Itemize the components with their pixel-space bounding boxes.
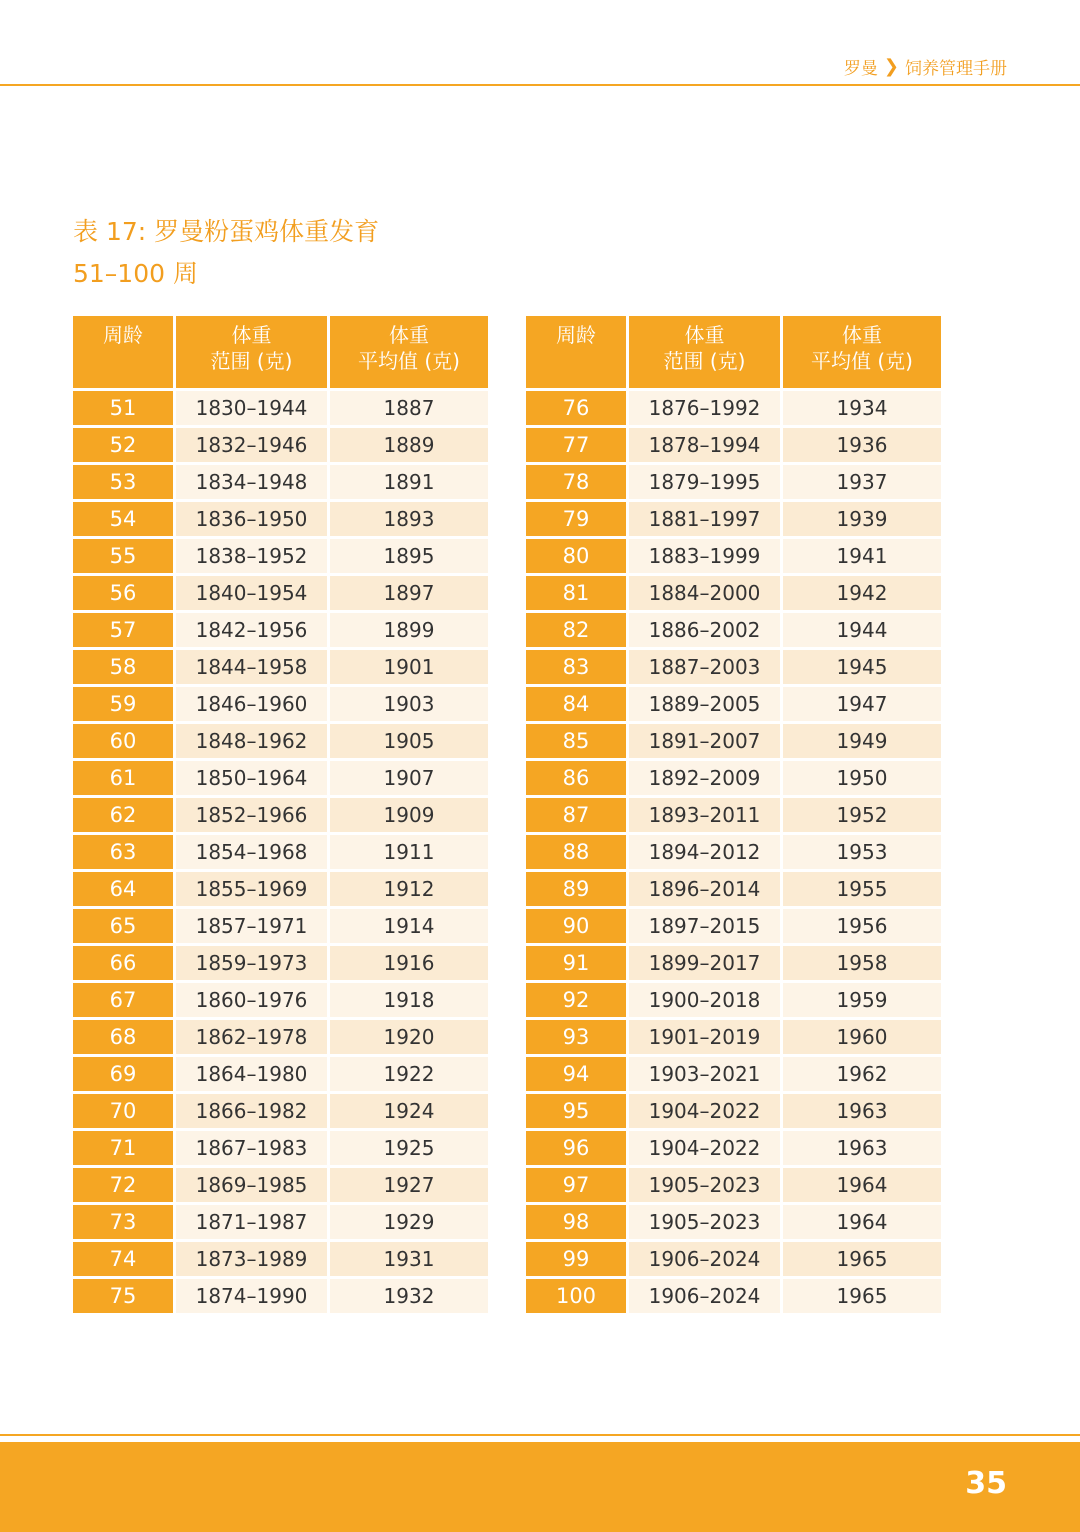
table-row <box>526 1279 941 1313</box>
table-row <box>73 391 488 425</box>
table-row <box>526 724 941 758</box>
average-cell: 1939 <box>783 502 941 536</box>
table-row <box>526 1168 941 1202</box>
table-row <box>526 1205 941 1239</box>
header-average: 体重 平均值 (克) <box>330 316 488 388</box>
table-row <box>526 909 941 943</box>
week-cell: 95 <box>526 1094 626 1128</box>
week-cell: 71 <box>73 1131 173 1165</box>
table-row <box>73 946 488 980</box>
range-cell: 1903–2021 <box>629 1057 780 1091</box>
average-cell: 1929 <box>330 1205 488 1239</box>
table-row <box>73 539 488 573</box>
breadcrumb-brand: 罗曼 <box>843 59 878 79</box>
range-cell: 1859–1973 <box>176 946 327 980</box>
average-cell: 1887 <box>330 391 488 425</box>
week-cell: 93 <box>526 1020 626 1054</box>
average-cell: 1955 <box>783 872 941 906</box>
table-row <box>526 1094 941 1128</box>
week-cell: 73 <box>73 1205 173 1239</box>
table-row <box>526 983 941 1017</box>
range-cell: 1836–1950 <box>176 502 327 536</box>
week-cell: 66 <box>73 946 173 980</box>
range-cell: 1904–2022 <box>629 1094 780 1128</box>
range-cell: 1887–2003 <box>629 650 780 684</box>
table-row <box>526 539 941 573</box>
range-cell: 1830–1944 <box>176 391 327 425</box>
table-row <box>73 761 488 795</box>
range-cell: 1869–1985 <box>176 1168 327 1202</box>
range-cell: 1906–2024 <box>629 1279 780 1313</box>
week-cell: 60 <box>73 724 173 758</box>
header-average: 体重 平均值 (克) <box>783 316 941 388</box>
week-cell: 97 <box>526 1168 626 1202</box>
week-cell: 90 <box>526 909 626 943</box>
range-cell: 1855–1969 <box>176 872 327 906</box>
average-cell: 1953 <box>783 835 941 869</box>
average-cell: 1965 <box>783 1279 941 1313</box>
table-row <box>526 465 941 499</box>
range-cell: 1897–2015 <box>629 909 780 943</box>
table-row <box>73 465 488 499</box>
week-cell: 91 <box>526 946 626 980</box>
table-row <box>73 798 488 832</box>
table-row <box>526 835 941 869</box>
table-row <box>526 650 941 684</box>
week-cell: 65 <box>73 909 173 943</box>
average-cell: 1916 <box>330 946 488 980</box>
table-row <box>526 613 941 647</box>
table-row <box>526 1057 941 1091</box>
table-row <box>526 1242 941 1276</box>
range-cell: 1867–1983 <box>176 1131 327 1165</box>
table-title: 表 17: 罗曼粉蛋鸡体重发育 <box>73 217 380 246</box>
table-row <box>526 872 941 906</box>
range-cell: 1892–2009 <box>629 761 780 795</box>
average-cell: 1950 <box>783 761 941 795</box>
range-cell: 1846–1960 <box>176 687 327 721</box>
average-cell: 1945 <box>783 650 941 684</box>
week-cell: 68 <box>73 1020 173 1054</box>
range-cell: 1889–2005 <box>629 687 780 721</box>
average-cell: 1909 <box>330 798 488 832</box>
range-cell: 1879–1995 <box>629 465 780 499</box>
range-cell: 1838–1952 <box>176 539 327 573</box>
range-cell: 1905–2023 <box>629 1205 780 1239</box>
week-cell: 67 <box>73 983 173 1017</box>
chevron-right-icon: ❯ <box>883 56 899 77</box>
table-row <box>526 798 941 832</box>
average-cell: 1922 <box>330 1057 488 1091</box>
header-range: 体重 范围 (克) <box>176 316 327 388</box>
average-cell: 1947 <box>783 687 941 721</box>
header-range: 体重 范围 (克) <box>629 316 780 388</box>
footer-bar <box>0 1442 1080 1532</box>
average-cell: 1925 <box>330 1131 488 1165</box>
range-cell: 1894–2012 <box>629 835 780 869</box>
average-cell: 1965 <box>783 1242 941 1276</box>
range-cell: 1871–1987 <box>176 1205 327 1239</box>
table-row <box>73 1020 488 1054</box>
week-cell: 85 <box>526 724 626 758</box>
table-row <box>73 724 488 758</box>
week-cell: 92 <box>526 983 626 1017</box>
table-row <box>73 1094 488 1128</box>
range-cell: 1881–1997 <box>629 502 780 536</box>
average-cell: 1941 <box>783 539 941 573</box>
table-row <box>526 391 941 425</box>
table-row <box>73 1131 488 1165</box>
week-cell: 70 <box>73 1094 173 1128</box>
average-cell: 1891 <box>330 465 488 499</box>
average-cell: 1963 <box>783 1131 941 1165</box>
range-cell: 1906–2024 <box>629 1242 780 1276</box>
average-cell: 1962 <box>783 1057 941 1091</box>
average-cell: 1918 <box>330 983 488 1017</box>
average-cell: 1964 <box>783 1205 941 1239</box>
range-cell: 1864–1980 <box>176 1057 327 1091</box>
range-cell: 1876–1992 <box>629 391 780 425</box>
table-subtitle: 51–100 周 <box>73 259 198 288</box>
week-cell: 69 <box>73 1057 173 1091</box>
week-cell: 59 <box>73 687 173 721</box>
range-cell: 1852–1966 <box>176 798 327 832</box>
table-row <box>73 1205 488 1239</box>
table-row <box>73 1057 488 1091</box>
range-cell: 1899–2017 <box>629 946 780 980</box>
week-cell: 62 <box>73 798 173 832</box>
week-cell: 57 <box>73 613 173 647</box>
average-cell: 1924 <box>330 1094 488 1128</box>
week-cell: 99 <box>526 1242 626 1276</box>
week-cell: 64 <box>73 872 173 906</box>
range-cell: 1896–2014 <box>629 872 780 906</box>
average-cell: 1901 <box>330 650 488 684</box>
average-cell: 1942 <box>783 576 941 610</box>
table-row <box>73 502 488 536</box>
table-row <box>73 576 488 610</box>
average-cell: 1931 <box>330 1242 488 1276</box>
week-cell: 79 <box>526 502 626 536</box>
table-row <box>73 428 488 462</box>
table-row <box>526 687 941 721</box>
week-cell: 89 <box>526 872 626 906</box>
range-cell: 1844–1958 <box>176 650 327 684</box>
week-cell: 76 <box>526 391 626 425</box>
range-cell: 1891–2007 <box>629 724 780 758</box>
range-cell: 1900–2018 <box>629 983 780 1017</box>
table-row <box>73 983 488 1017</box>
average-cell: 1912 <box>330 872 488 906</box>
table-row <box>526 1131 941 1165</box>
average-cell: 1893 <box>330 502 488 536</box>
week-cell: 75 <box>73 1279 173 1313</box>
average-cell: 1959 <box>783 983 941 1017</box>
range-cell: 1878–1994 <box>629 428 780 462</box>
average-cell: 1911 <box>330 835 488 869</box>
range-cell: 1886–2002 <box>629 613 780 647</box>
range-cell: 1884–2000 <box>629 576 780 610</box>
range-cell: 1883–1999 <box>629 539 780 573</box>
average-cell: 1949 <box>783 724 941 758</box>
table-row <box>73 650 488 684</box>
average-cell: 1905 <box>330 724 488 758</box>
table-row <box>526 428 941 462</box>
average-cell: 1936 <box>783 428 941 462</box>
table-row <box>73 613 488 647</box>
average-cell: 1952 <box>783 798 941 832</box>
week-cell: 80 <box>526 539 626 573</box>
range-cell: 1842–1956 <box>176 613 327 647</box>
table-row <box>73 909 488 943</box>
average-cell: 1903 <box>330 687 488 721</box>
page-number: 35 <box>965 1466 1007 1501</box>
range-cell: 1834–1948 <box>176 465 327 499</box>
week-cell: 100 <box>526 1279 626 1313</box>
range-cell: 1904–2022 <box>629 1131 780 1165</box>
table-row <box>73 1242 488 1276</box>
range-cell: 1874–1990 <box>176 1279 327 1313</box>
range-cell: 1850–1964 <box>176 761 327 795</box>
weight-table-right <box>523 313 944 1316</box>
week-cell: 82 <box>526 613 626 647</box>
average-cell: 1963 <box>783 1094 941 1128</box>
table-row <box>73 835 488 869</box>
range-cell: 1873–1989 <box>176 1242 327 1276</box>
table-row <box>526 502 941 536</box>
range-cell: 1832–1946 <box>176 428 327 462</box>
range-cell: 1893–2011 <box>629 798 780 832</box>
average-cell: 1937 <box>783 465 941 499</box>
week-cell: 86 <box>526 761 626 795</box>
breadcrumb <box>844 54 1007 79</box>
range-cell: 1840–1954 <box>176 576 327 610</box>
week-cell: 88 <box>526 835 626 869</box>
range-cell: 1854–1968 <box>176 835 327 869</box>
week-cell: 53 <box>73 465 173 499</box>
week-cell: 56 <box>73 576 173 610</box>
average-cell: 1907 <box>330 761 488 795</box>
range-cell: 1857–1971 <box>176 909 327 943</box>
header-rule <box>0 84 1080 86</box>
week-cell: 51 <box>73 391 173 425</box>
table-row <box>526 761 941 795</box>
week-cell: 63 <box>73 835 173 869</box>
average-cell: 1927 <box>330 1168 488 1202</box>
week-cell: 84 <box>526 687 626 721</box>
average-cell: 1889 <box>330 428 488 462</box>
average-cell: 1932 <box>330 1279 488 1313</box>
average-cell: 1964 <box>783 1168 941 1202</box>
table-row <box>73 872 488 906</box>
header-week: 周龄 <box>73 316 173 388</box>
footer-rule <box>0 1434 1080 1436</box>
table-row <box>526 946 941 980</box>
weight-table-left <box>70 313 491 1316</box>
average-cell: 1934 <box>783 391 941 425</box>
average-cell: 1944 <box>783 613 941 647</box>
table-row <box>526 1020 941 1054</box>
week-cell: 52 <box>73 428 173 462</box>
average-cell: 1956 <box>783 909 941 943</box>
average-cell: 1914 <box>330 909 488 943</box>
average-cell: 1960 <box>783 1020 941 1054</box>
range-cell: 1848–1962 <box>176 724 327 758</box>
average-cell: 1958 <box>783 946 941 980</box>
range-cell: 1905–2023 <box>629 1168 780 1202</box>
table-row <box>73 1168 488 1202</box>
range-cell: 1862–1978 <box>176 1020 327 1054</box>
week-cell: 58 <box>73 650 173 684</box>
average-cell: 1899 <box>330 613 488 647</box>
range-cell: 1866–1982 <box>176 1094 327 1128</box>
average-cell: 1895 <box>330 539 488 573</box>
average-cell: 1920 <box>330 1020 488 1054</box>
table-row <box>73 1279 488 1313</box>
week-cell: 54 <box>73 502 173 536</box>
range-cell: 1860–1976 <box>176 983 327 1017</box>
week-cell: 94 <box>526 1057 626 1091</box>
week-cell: 55 <box>73 539 173 573</box>
week-cell: 83 <box>526 650 626 684</box>
table-row <box>526 576 941 610</box>
header-week: 周龄 <box>526 316 626 388</box>
week-cell: 72 <box>73 1168 173 1202</box>
week-cell: 96 <box>526 1131 626 1165</box>
table-row <box>73 687 488 721</box>
week-cell: 78 <box>526 465 626 499</box>
average-cell: 1897 <box>330 576 488 610</box>
week-cell: 98 <box>526 1205 626 1239</box>
week-cell: 87 <box>526 798 626 832</box>
week-cell: 77 <box>526 428 626 462</box>
week-cell: 81 <box>526 576 626 610</box>
week-cell: 74 <box>73 1242 173 1276</box>
range-cell: 1901–2019 <box>629 1020 780 1054</box>
week-cell: 61 <box>73 761 173 795</box>
breadcrumb-section: 饲养管理手册 <box>905 59 1007 79</box>
